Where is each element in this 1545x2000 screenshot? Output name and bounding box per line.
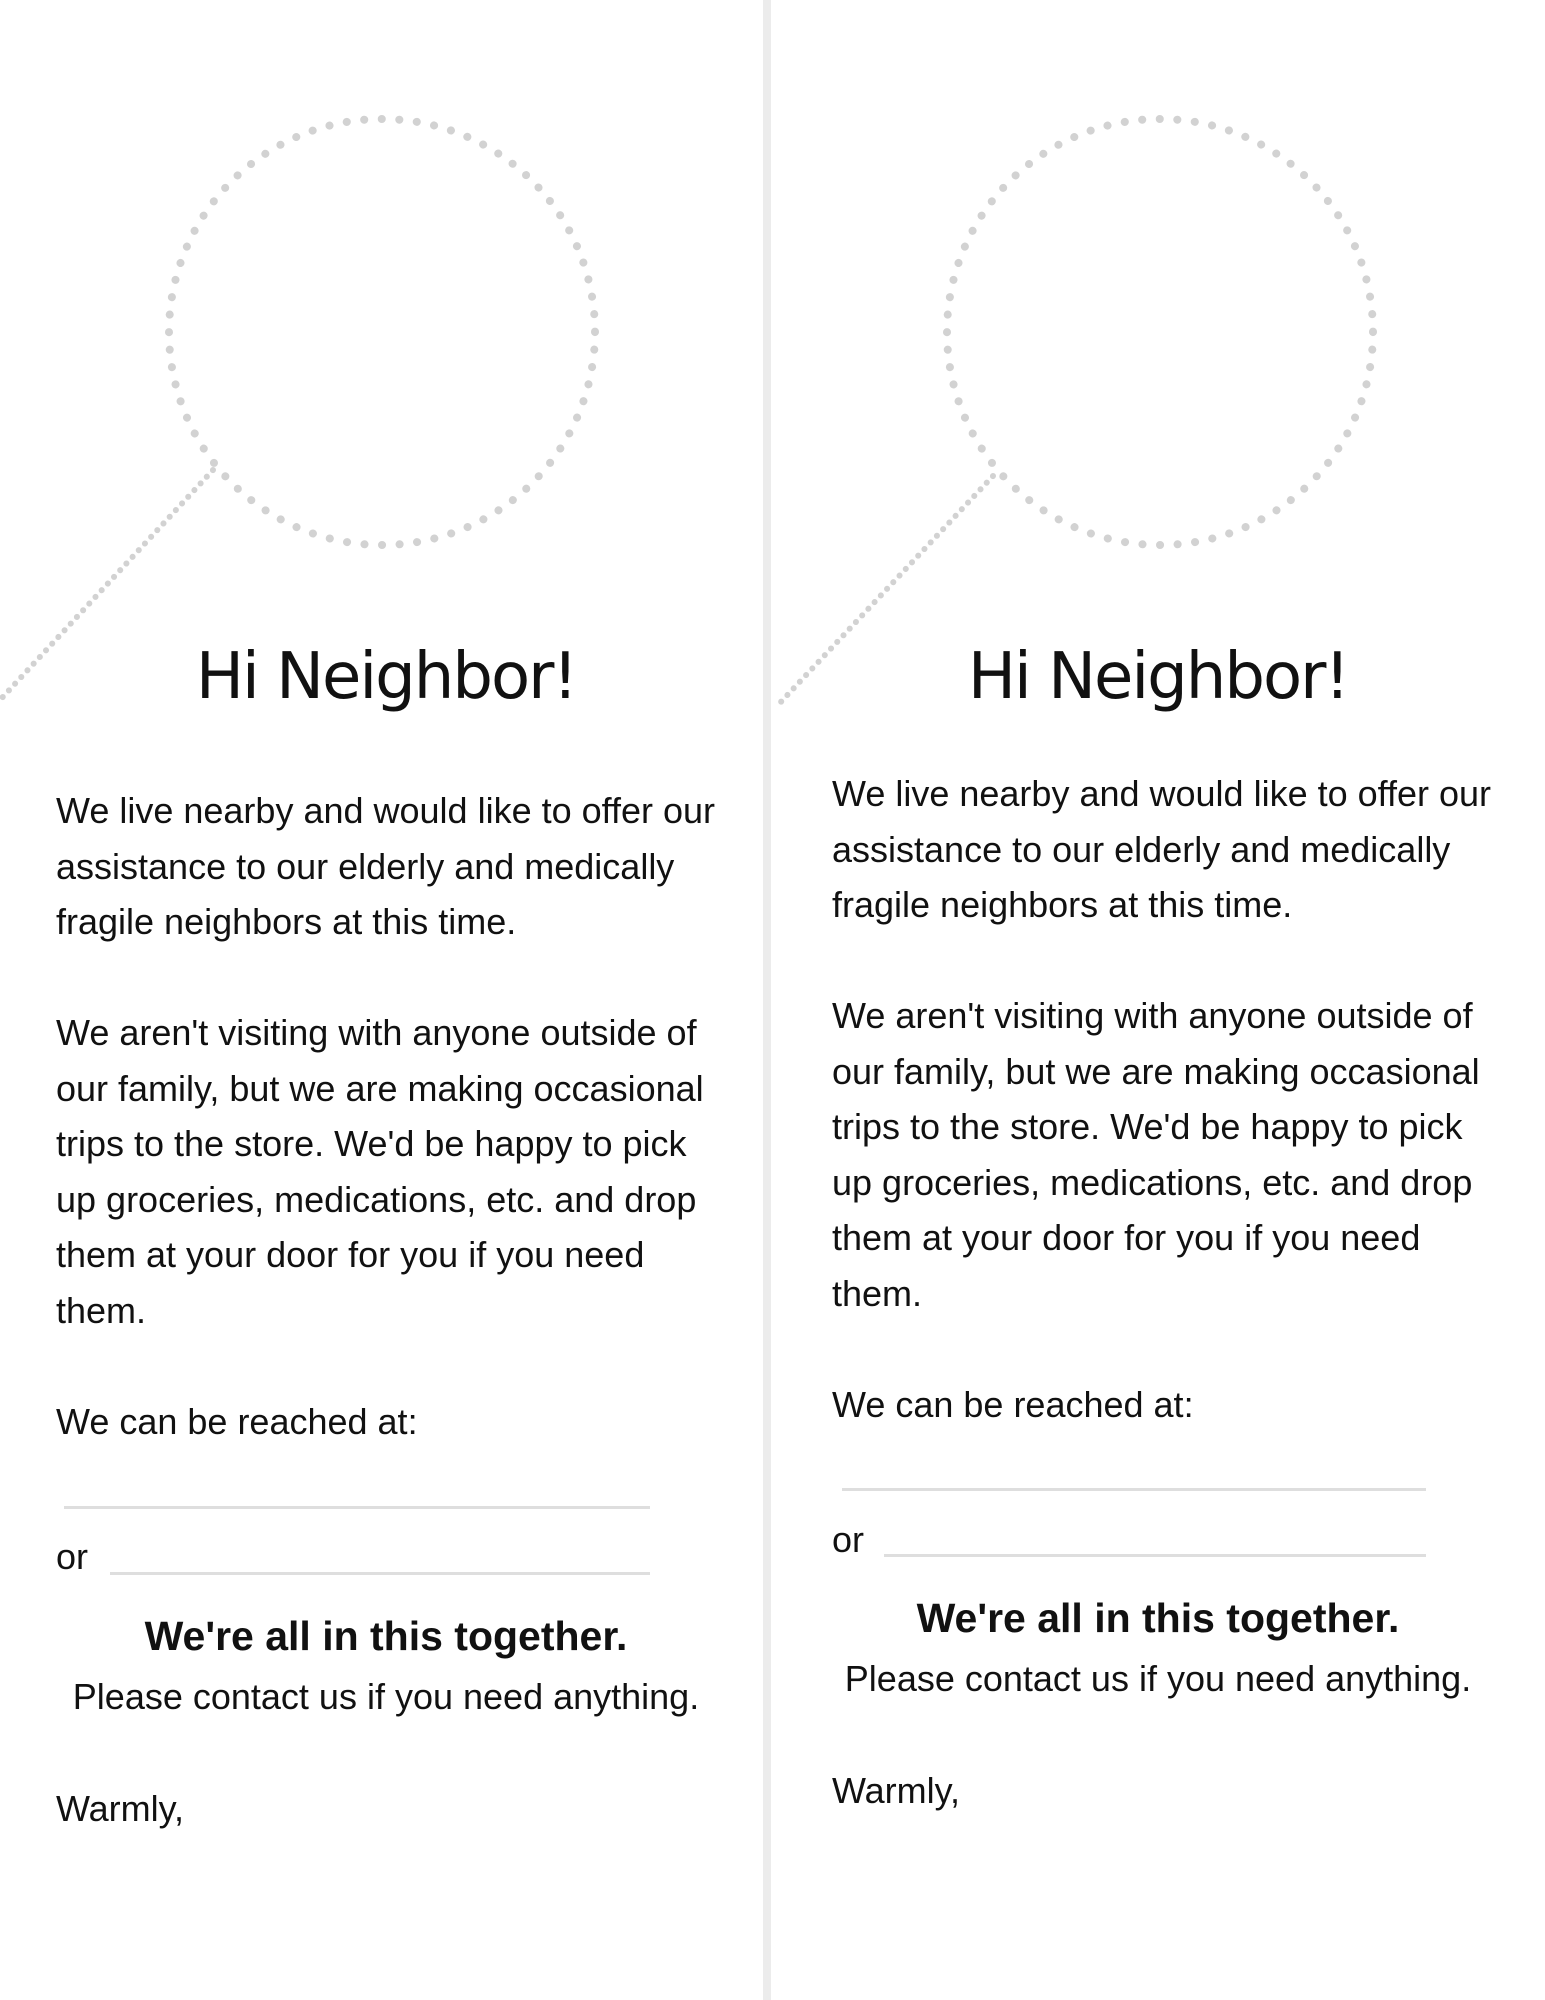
together-heading: We're all in this together.	[916, 1595, 1400, 1641]
door-hanger-right	[772, 0, 1544, 2000]
door-hanger-left	[0, 0, 772, 2000]
offer-paragraph: We aren't visiting with anyone outside of our family, but we are making occasional trips to the store. We'd be happy to pick up groceries, medications, etc. and drop them at your door for you if you need them.	[56, 1012, 704, 1331]
alt-contact-write-line	[884, 1554, 1426, 1557]
offer-paragraph: We aren't visiting with anyone outside of our family, but we are making occasional trips to the store. We'd be happy to pick up groceries, medications, etc. and drop them at your door for you if you need them.	[832, 995, 1480, 1314]
contact-write-line	[64, 1506, 650, 1509]
contact-request-line: Please contact us if you need anything.	[844, 1658, 1472, 1699]
intro-paragraph: We live nearby and would like to offer our assistance to our elderly and medically fragile neighbors at this time.	[832, 773, 1492, 925]
together-heading: We're all in this together.	[144, 1613, 628, 1659]
greeting-heading: Hi Neighbor!	[195, 640, 577, 714]
or-label: or	[56, 1536, 89, 1577]
signoff: Warmly,	[56, 1788, 184, 1829]
or-label: or	[832, 1519, 865, 1560]
signoff: Warmly,	[832, 1770, 960, 1811]
alt-contact-write-line	[110, 1572, 650, 1575]
reach-label: We can be reached at:	[56, 1401, 418, 1442]
greeting-heading: Hi Neighbor!	[967, 640, 1349, 714]
contact-request-line: Please contact us if you need anything.	[72, 1676, 700, 1717]
reach-label: We can be reached at:	[832, 1384, 1194, 1425]
intro-paragraph: We live nearby and would like to offer our assistance to our elderly and medically fragile neighbors at this time.	[56, 790, 716, 942]
contact-write-line	[842, 1488, 1426, 1491]
